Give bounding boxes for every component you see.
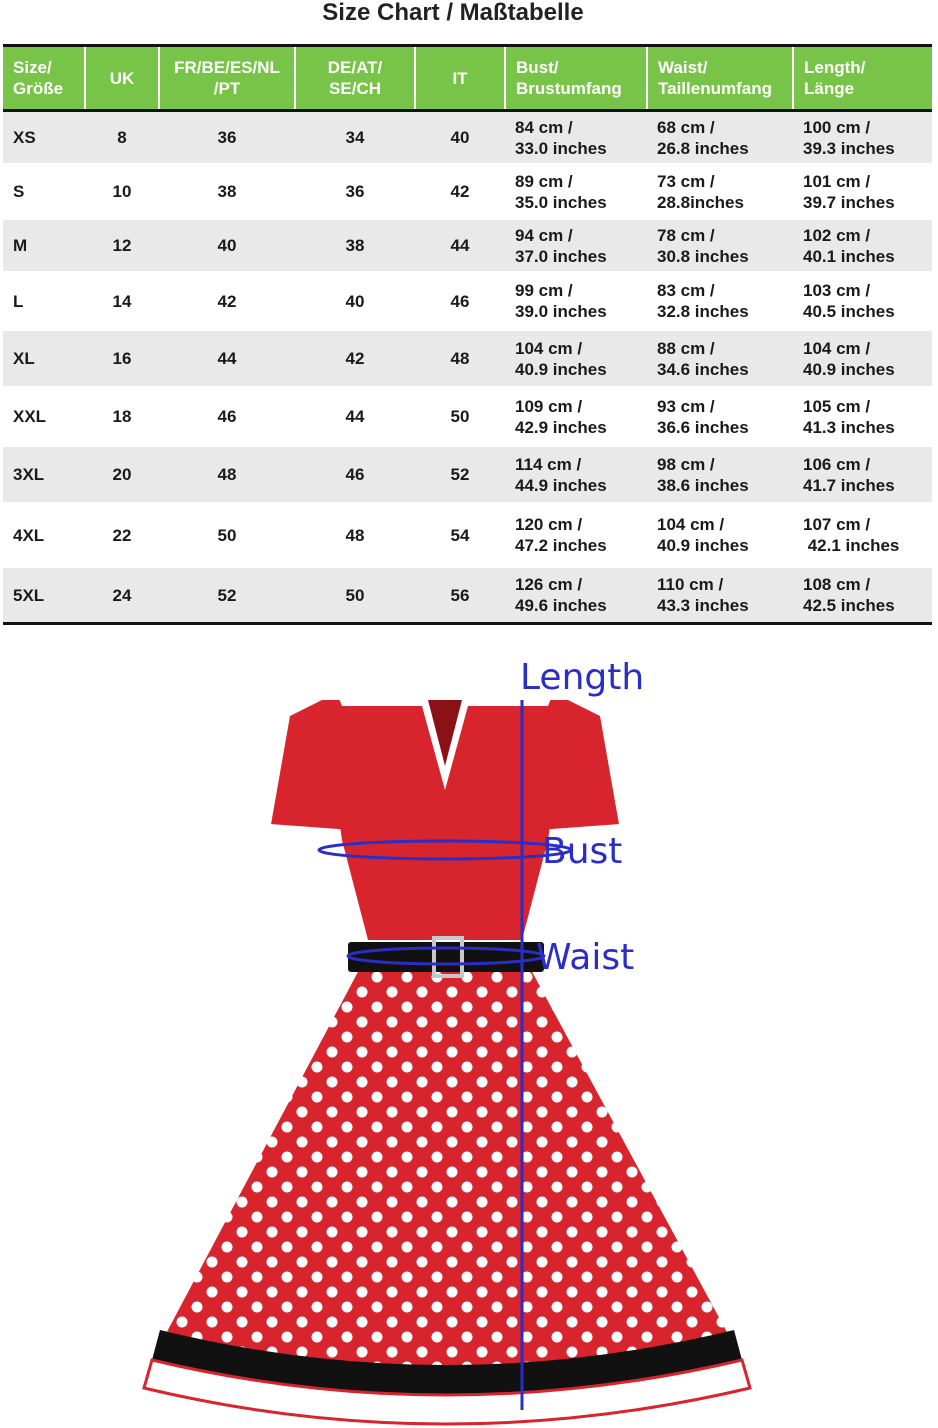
- table-row: [3, 504, 932, 567]
- cell-fr: 44: [159, 330, 295, 388]
- table-header-row: [3, 46, 932, 111]
- cell-it: 44: [415, 219, 505, 273]
- table-row: [3, 446, 932, 504]
- table-row: [3, 273, 932, 330]
- dress-illustration: [130, 640, 770, 1428]
- table-row: [3, 219, 932, 273]
- length-label: Length: [520, 657, 645, 698]
- cell-fr: 50: [159, 504, 295, 567]
- header-bust: Bust/ Brustumfang: [505, 46, 647, 111]
- cell-bust: 104 cm / 40.9 inches: [505, 330, 647, 388]
- cell-uk: 24: [85, 567, 159, 624]
- cell-fr: 36: [159, 111, 295, 165]
- cell-length: 103 cm / 40.5 inches: [793, 273, 932, 330]
- cell-size: 4XL: [3, 504, 85, 567]
- cell-size: 3XL: [3, 446, 85, 504]
- table-row: [3, 111, 932, 165]
- cell-uk: 16: [85, 330, 159, 388]
- cell-length: 100 cm / 39.3 inches: [793, 111, 932, 165]
- cell-bust: 99 cm / 39.0 inches: [505, 273, 647, 330]
- cell-length: 106 cm / 41.7 inches: [793, 446, 932, 504]
- table-row: [3, 567, 932, 624]
- cell-waist: 78 cm / 30.8 inches: [647, 219, 793, 273]
- cell-length: 105 cm / 41.3 inches: [793, 388, 932, 446]
- cell-uk: 18: [85, 388, 159, 446]
- cell-fr: 52: [159, 567, 295, 624]
- cell-fr: 38: [159, 165, 295, 219]
- bust-label: Bust: [542, 831, 623, 872]
- cell-size: XS: [3, 111, 85, 165]
- cell-de: 42: [295, 330, 415, 388]
- cell-it: 40: [415, 111, 505, 165]
- cell-size: XL: [3, 330, 85, 388]
- header-fr-be-es-nl-pt: FR/BE/ES/NL /PT: [159, 46, 295, 111]
- cell-fr: 48: [159, 446, 295, 504]
- cell-uk: 14: [85, 273, 159, 330]
- cell-de: 50: [295, 567, 415, 624]
- cell-size: XXL: [3, 388, 85, 446]
- cell-it: 56: [415, 567, 505, 624]
- cell-de: 46: [295, 446, 415, 504]
- header-size: Size/ Größe: [3, 46, 85, 111]
- size-chart-title: Size Chart / Maßtabelle: [322, 0, 584, 26]
- cell-length: 107 cm / 42.1 inches: [793, 504, 932, 567]
- cell-it: 48: [415, 330, 505, 388]
- cell-waist: 83 cm / 32.8 inches: [647, 273, 793, 330]
- cell-it: 52: [415, 446, 505, 504]
- cell-fr: 40: [159, 219, 295, 273]
- cell-fr: 42: [159, 273, 295, 330]
- table-row: [3, 165, 932, 219]
- cell-it: 50: [415, 388, 505, 446]
- cell-bust: 114 cm / 44.9 inches: [505, 446, 647, 504]
- cell-uk: 8: [85, 111, 159, 165]
- cell-length: 101 cm / 39.7 inches: [793, 165, 932, 219]
- cell-de: 48: [295, 504, 415, 567]
- cell-size: M: [3, 219, 85, 273]
- cell-waist: 110 cm / 43.3 inches: [647, 567, 793, 624]
- header-waist: Waist/ Taillenumfang: [647, 46, 793, 111]
- cell-waist: 68 cm / 26.8 inches: [647, 111, 793, 165]
- cell-uk: 10: [85, 165, 159, 219]
- cell-de: 40: [295, 273, 415, 330]
- table-row: [3, 388, 932, 446]
- cell-it: 46: [415, 273, 505, 330]
- cell-length: 108 cm / 42.5 inches: [793, 567, 932, 624]
- cell-de: 38: [295, 219, 415, 273]
- cell-bust: 94 cm / 37.0 inches: [505, 219, 647, 273]
- cell-waist: 93 cm / 36.6 inches: [647, 388, 793, 446]
- cell-uk: 20: [85, 446, 159, 504]
- cell-waist: 98 cm / 38.6 inches: [647, 446, 793, 504]
- table-row: [3, 330, 932, 388]
- cell-waist: 73 cm / 28.8inches: [647, 165, 793, 219]
- cell-length: 104 cm / 40.9 inches: [793, 330, 932, 388]
- cell-length: 102 cm / 40.1 inches: [793, 219, 932, 273]
- size-chart-table: [3, 44, 932, 625]
- cell-bust: 89 cm / 35.0 inches: [505, 165, 647, 219]
- cell-waist: 104 cm / 40.9 inches: [647, 504, 793, 567]
- cell-fr: 46: [159, 388, 295, 446]
- cell-de: 44: [295, 388, 415, 446]
- header-length: Length/ Länge: [793, 46, 932, 111]
- cell-it: 42: [415, 165, 505, 219]
- cell-uk: 12: [85, 219, 159, 273]
- skirt: [152, 968, 742, 1395]
- cell-size: 5XL: [3, 567, 85, 624]
- cell-uk: 22: [85, 504, 159, 567]
- cell-bust: 84 cm / 33.0 inches: [505, 111, 647, 165]
- waist-label: Waist: [536, 937, 635, 978]
- header-de-at-se-ch: DE/AT/ SE/CH: [295, 46, 415, 111]
- cell-bust: 109 cm / 42.9 inches: [505, 388, 647, 446]
- cell-it: 54: [415, 504, 505, 567]
- cell-bust: 120 cm / 47.2 inches: [505, 504, 647, 567]
- cell-size: S: [3, 165, 85, 219]
- cell-de: 36: [295, 165, 415, 219]
- cell-waist: 88 cm / 34.6 inches: [647, 330, 793, 388]
- dress-measurement-figure: [130, 640, 770, 1428]
- header-uk: UK: [85, 46, 159, 111]
- cell-de: 34: [295, 111, 415, 165]
- cell-size: L: [3, 273, 85, 330]
- header-it: IT: [415, 46, 505, 111]
- cell-bust: 126 cm / 49.6 inches: [505, 567, 647, 624]
